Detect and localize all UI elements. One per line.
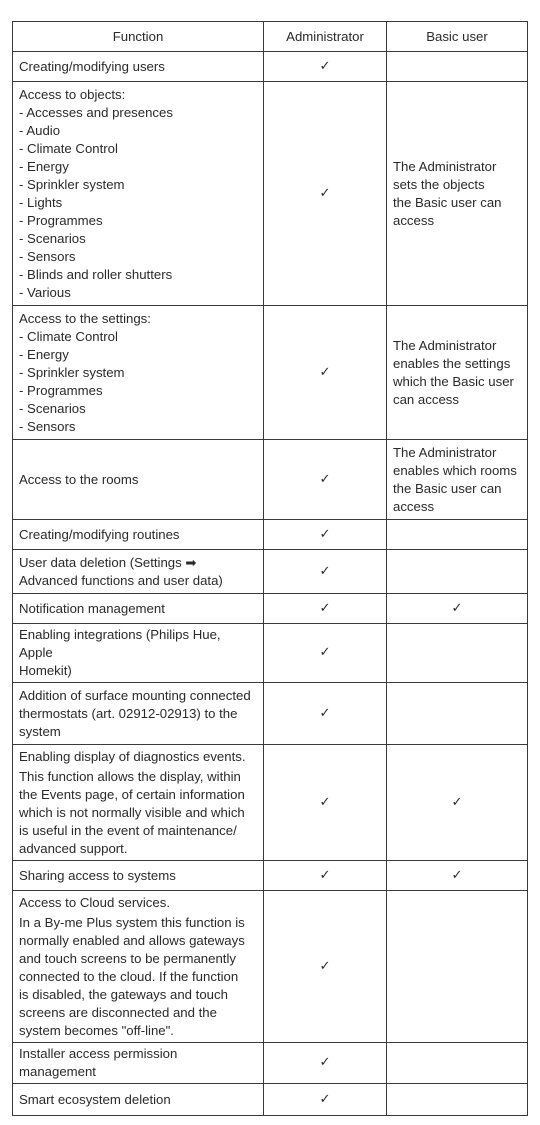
checkmark-icon: ✓ — [319, 563, 331, 579]
function-text: Creating/modifying users — [19, 58, 165, 74]
function-text: - Climate Control — [19, 328, 118, 344]
function-text: - Accesses and presences — [19, 104, 173, 120]
administrator-cell — [264, 594, 387, 624]
function-text: is useful in the event of maintenance/ — [19, 822, 237, 838]
function-text: Smart ecosystem deletion — [19, 1091, 171, 1107]
function-cell — [13, 1084, 264, 1116]
table-row — [13, 440, 528, 520]
function-text: - Scenarios — [19, 400, 86, 416]
function-cell — [13, 683, 264, 745]
function-text: In a By-me Plus system this function is — [19, 914, 245, 930]
table-row — [13, 745, 528, 861]
administrator-cell — [264, 683, 387, 745]
function-text: User data deletion (Settings ➡ — [19, 554, 197, 570]
basic-user-cell — [387, 440, 528, 520]
function-text: - Sensors — [19, 248, 76, 264]
function-text: Access to Cloud services. — [19, 894, 170, 910]
administrator-cell — [264, 745, 387, 861]
function-text: - Energy — [19, 158, 69, 174]
function-text: - Programmes — [19, 212, 103, 228]
note-text: The Administrator — [393, 158, 497, 174]
basic-user-cell — [387, 594, 528, 624]
note-text: sets the objects — [393, 176, 485, 192]
function-cell — [13, 624, 264, 683]
header-row — [13, 22, 528, 52]
function-cell — [13, 594, 264, 624]
function-text: which is not normally visible and which — [19, 804, 245, 820]
checkmark-icon: ✓ — [319, 867, 331, 883]
function-text: Notification management — [19, 600, 165, 616]
basic-user-cell — [387, 52, 528, 82]
function-text: system becomes "off-line". — [19, 1022, 174, 1038]
table-row — [13, 306, 528, 440]
table-row — [13, 683, 528, 745]
table-row — [13, 594, 528, 624]
note-text: enables the settings — [393, 355, 511, 371]
checkmark-icon: ✓ — [319, 471, 331, 487]
function-text: Access to objects: — [19, 86, 126, 102]
checkmark-icon: ✓ — [319, 526, 331, 542]
function-text: Access to the rooms — [19, 471, 139, 487]
function-text: - Sprinkler system — [19, 176, 125, 192]
administrator-cell — [264, 520, 387, 550]
checkmark-icon: ✓ — [319, 185, 331, 201]
table-row — [13, 520, 528, 550]
function-cell — [13, 861, 264, 891]
function-text: Creating/modifying routines — [19, 526, 180, 542]
function-text: connected to the cloud. If the function — [19, 968, 239, 984]
note-text: access — [393, 498, 435, 514]
function-text: screens are disconnected and the — [19, 1004, 217, 1020]
function-text: Sharing access to systems — [19, 867, 176, 883]
administrator-cell — [264, 82, 387, 306]
basic-user-cell — [387, 891, 528, 1043]
function-text: - Sprinkler system — [19, 364, 125, 380]
function-text: This function allows the display, within — [19, 768, 241, 784]
function-text: Enabling integrations (Philips Hue, Apple — [19, 627, 221, 660]
administrator-cell — [264, 1043, 387, 1084]
table-row — [13, 550, 528, 594]
function-text: Homekit) — [19, 663, 72, 678]
function-text: Access to the settings: — [19, 310, 151, 326]
function-text: Installer access permission management — [19, 1046, 178, 1079]
function-cell — [13, 520, 264, 550]
function-text: is disabled, the gateways and touch — [19, 986, 228, 1002]
administrator-cell — [264, 1084, 387, 1116]
table-row — [13, 624, 528, 683]
administrator-cell — [264, 624, 387, 683]
function-text: Addition of surface mounting connected — [19, 687, 251, 703]
checkmark-icon: ✓ — [319, 794, 331, 810]
checkmark-icon: ✓ — [451, 867, 463, 883]
function-text: - Scenarios — [19, 230, 86, 246]
note-text: which the Basic user — [393, 373, 514, 389]
function-text: Advanced functions and user data) — [19, 572, 223, 588]
function-text: - Energy — [19, 346, 69, 362]
note-text: enables which rooms — [393, 462, 517, 478]
function-text: thermostats (art. 02912-02913) to the — [19, 705, 238, 721]
note-text: the Basic user can — [393, 480, 502, 496]
function-text: normally enabled and allows gateways — [19, 932, 245, 948]
function-text: - Blinds and roller shutters — [19, 266, 173, 282]
basic-user-cell — [387, 624, 528, 683]
function-text: advanced support. — [19, 840, 128, 856]
note-text: the Basic user can — [393, 194, 502, 210]
function-text: - Audio — [19, 122, 61, 138]
table-row — [13, 891, 528, 1043]
function-text: and touch screens to be permanently — [19, 950, 236, 966]
basic-user-cell — [387, 306, 528, 440]
table-body — [13, 52, 528, 1116]
function-cell — [13, 306, 264, 440]
checkmark-icon: ✓ — [319, 600, 331, 616]
checkmark-icon: ✓ — [319, 1091, 331, 1107]
checkmark-icon: ✓ — [319, 705, 331, 721]
table-row — [13, 1084, 528, 1116]
function-text: - Programmes — [19, 382, 103, 398]
note-text: The Administrator — [393, 444, 497, 460]
basic-user-cell — [387, 861, 528, 891]
table-row — [13, 861, 528, 891]
administrator-cell — [264, 440, 387, 520]
basic-user-cell — [387, 745, 528, 861]
checkmark-icon: ✓ — [319, 645, 331, 660]
header-administrator: Administrator — [264, 22, 387, 52]
note-text: can access — [393, 391, 459, 407]
function-cell — [13, 52, 264, 82]
basic-user-cell — [387, 82, 528, 306]
function-cell — [13, 745, 264, 861]
function-text: Enabling display of diagnostics events. — [19, 748, 246, 764]
function-cell — [13, 82, 264, 306]
table-row — [13, 1043, 528, 1084]
function-cell — [13, 550, 264, 594]
function-text: system — [19, 723, 61, 739]
checkmark-icon: ✓ — [319, 58, 331, 74]
administrator-cell — [264, 550, 387, 594]
function-text: the Events page, of certain information — [19, 786, 245, 802]
table-header — [13, 22, 528, 52]
header-function: Function — [13, 22, 264, 52]
note-text: The Administrator — [393, 337, 497, 353]
function-cell — [13, 891, 264, 1043]
administrator-cell — [264, 891, 387, 1043]
basic-user-cell — [387, 683, 528, 745]
function-text: - Climate Control — [19, 140, 118, 156]
checkmark-icon: ✓ — [319, 1055, 331, 1070]
function-text: - Sensors — [19, 418, 76, 434]
permissions-table — [12, 21, 528, 1116]
function-cell — [13, 1043, 264, 1084]
table-row — [13, 82, 528, 306]
note-text: access — [393, 212, 435, 228]
administrator-cell — [264, 861, 387, 891]
checkmark-icon: ✓ — [319, 958, 331, 974]
function-cell — [13, 440, 264, 520]
table-row — [13, 52, 528, 82]
checkmark-icon: ✓ — [451, 794, 463, 810]
checkmark-icon: ✓ — [319, 364, 331, 380]
basic-user-cell — [387, 1084, 528, 1116]
basic-user-cell — [387, 550, 528, 594]
function-text: - Various — [19, 284, 71, 300]
function-text: - Lights — [19, 194, 63, 210]
administrator-cell — [264, 306, 387, 440]
basic-user-cell — [387, 1043, 528, 1084]
header-basic-user: Basic user — [387, 22, 528, 52]
administrator-cell — [264, 52, 387, 82]
checkmark-icon: ✓ — [451, 600, 463, 616]
basic-user-cell — [387, 520, 528, 550]
